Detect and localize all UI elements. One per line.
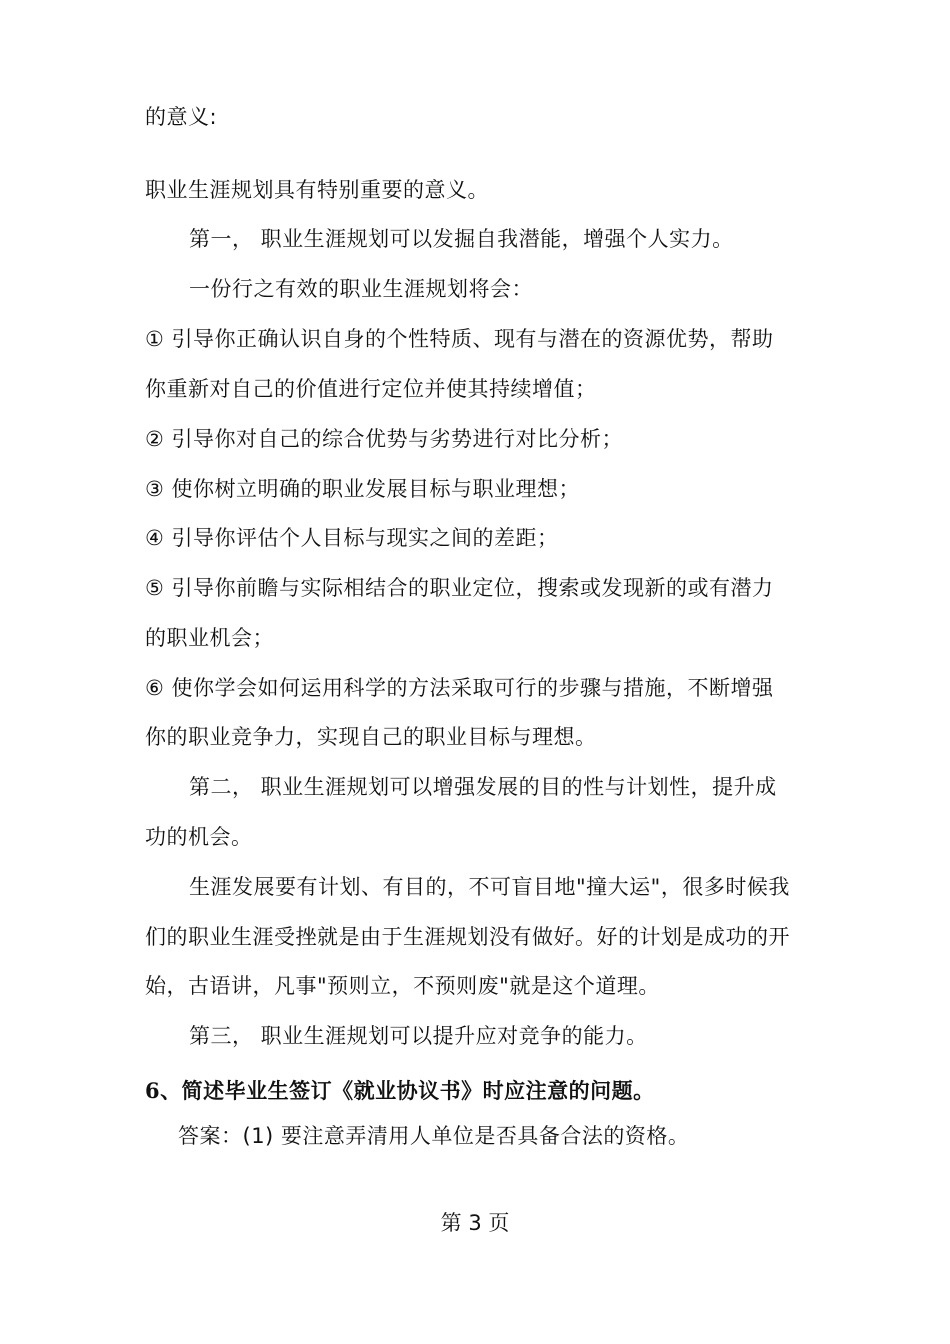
paragraph-line: 职业生涯规划具有特别重要的意义。	[145, 178, 489, 202]
paragraph-line: 功的机会。	[145, 825, 253, 849]
paragraph-line: 的意义:	[145, 105, 218, 129]
list-item-line: ④ 引导你评估个人目标与现实之间的差距；	[145, 526, 559, 550]
list-item-line: 的职业机会；	[145, 626, 274, 650]
list-item-line: 你的职业竞争力，实现自己的职业目标与理想。	[145, 725, 597, 749]
list-item-line: ① 引导你正确认识自身的个性特质、现有与潜在的资源优势，帮助	[145, 327, 774, 351]
list-item-line: ② 引导你对自己的综合优势与劣势进行对比分析；	[145, 427, 623, 451]
list-item-line: 你重新对自己的价值进行定位并使其持续增值；	[145, 377, 597, 401]
paragraph-line: 们的职业生涯受挫就是由于生涯规划没有做好。好的计划是成功的开	[145, 925, 790, 949]
paragraph-line: 第一， 职业生涯规划可以发掘自我潜能，增强个人实力。	[189, 227, 734, 251]
list-item-line: ⑥ 使你学会如何运用科学的方法采取可行的步骤与措施，不断增强	[145, 676, 774, 700]
paragraph-line: 始，古语讲，凡事"预则立，不预则废"就是这个道理。	[145, 974, 660, 998]
paragraph-line: 生涯发展要有计划、有目的，不可盲目地"撞大运"，很多时候我	[189, 875, 790, 899]
paragraph-line: 第二， 职业生涯规划可以增强发展的目的性与计划性，提升成	[189, 775, 777, 799]
page-number: 第 3 页	[440, 1211, 510, 1235]
paragraph-line: 一份行之有效的职业生涯规划将会：	[189, 277, 533, 301]
list-item-line: ③ 使你树立明确的职业发展目标与职业理想；	[145, 477, 580, 501]
list-item-line: ⑤ 引导你前瞻与实际相结合的职业定位，搜索或发现新的或有潜力	[145, 576, 774, 600]
question-heading: 6、简述毕业生签订《就业协议书》时应注意的问题。	[145, 1078, 655, 1103]
paragraph-line: 第三， 职业生涯规划可以提升应对竞争的能力。	[189, 1024, 648, 1048]
answer-line: 答案：(1) 要注意弄清用人单位是否具备合法的资格。	[178, 1124, 690, 1148]
